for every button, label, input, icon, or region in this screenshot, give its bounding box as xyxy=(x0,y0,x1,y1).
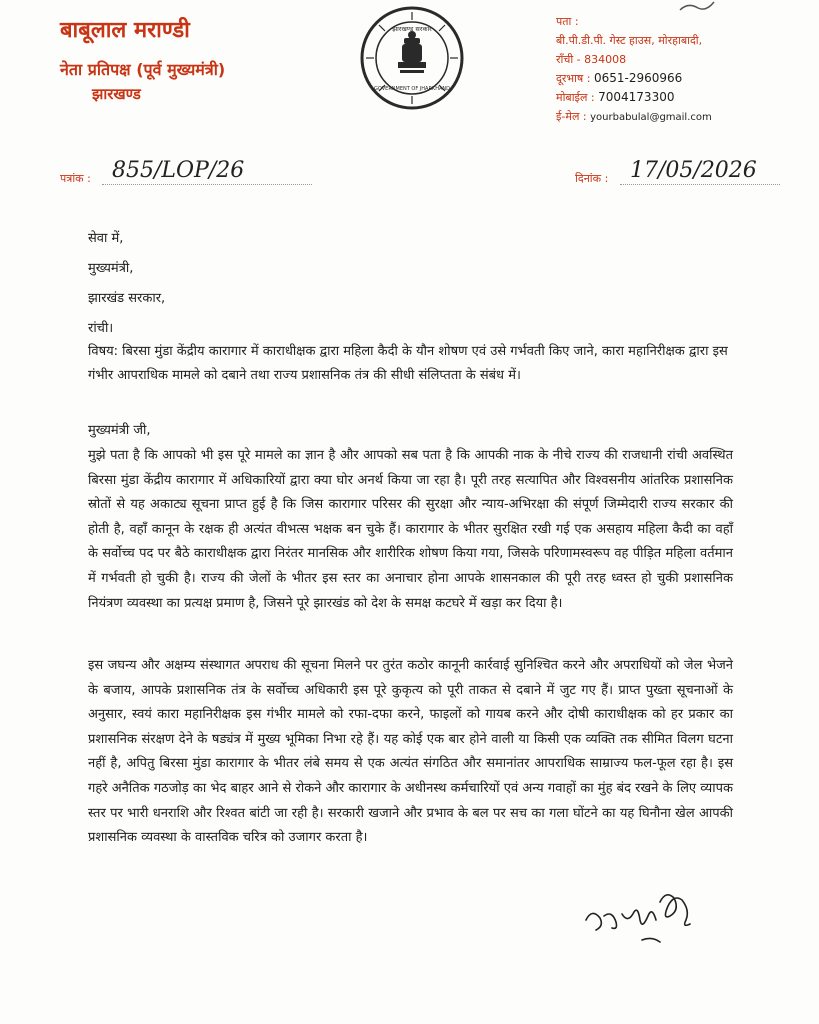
body-paragraph-2: इस जघन्य और अक्षम्य संस्थागत अपराध की सूचना मिलने पर तुरंत कठोर कानूनी कार्रवाई सुनिश्चित करने और अपराधियों को जेल भेजने के बजाय, आपके प्रशासनिक तंत्र के सर्वोच्च अधिकारी इस पूरे कुकृत्य को पूरी ताकत से दबाने में जुट गए हैं। प्राप्त पुख्ता सूचनाओं के अनुसार, स्वयं कारा महानिरीक्षक इस गंभीर मामले को रफा-दफा करने, फाइलों को गायब करने और दोषी काराधीक्षक को हर प्रकार का प्रशासनिक संरक्षण देने के षड्यंत्र में मुख्य भूमिका निभा रहे हैं। यह कोई एक बार होने वाली या किसी एक व्यक्ति तक सीमित विलग घटना नहीं है, अपितु बिरसा मुंडा कारागार के भीतर लंबे समय से एक अत्यंत संगठित और समानांतर आपराधिक साम्राज्य फल-फूल रहा है। इस गहरे अनैतिक गठजोड़ का भेद बाहर आने से रोकने और कारागार के अधीनस्थ कर्मचारियों एवं अन्य गवाहों का मुंह बंद रखने के लिए व्यापक स्तर पर भारी धनराशि और रिश्वत बांटी जा रही है। सरकारी खजाने और प्रभाव के बल पर सच का गला घोंटने का यह घिनौना खेल आपकी प्रशासनिक व्यवस्था के वास्तविक चरित्र को उजागर करता है। xyxy=(88,658,733,846)
emblem-text-top: झारखण्ड सरकार xyxy=(392,25,432,33)
reference-label: पत्रांक : xyxy=(60,172,91,185)
phone-number: 0651-2960966 xyxy=(593,71,683,85)
date-dotted-line xyxy=(620,184,780,185)
recipient-line-1: सेवा में, xyxy=(88,231,124,246)
address-line-2: राँची - 834008 xyxy=(556,53,627,66)
handwritten-mark xyxy=(678,0,718,12)
emblem-text-bottom: GOVERNMENT OF JHARKHAND xyxy=(374,86,450,92)
letterhead-name: बाबूलाल मराण्डी xyxy=(60,18,190,43)
email-address: yourbabulal@gmail.com xyxy=(590,112,712,123)
handwritten-signature xyxy=(582,880,702,950)
reference-dotted-line xyxy=(102,184,312,185)
recipient-line-3: झारखंड सरकार, xyxy=(88,291,166,306)
date-value: 17/05/2026 xyxy=(630,158,757,183)
address-line-1: बी.पी.डी.पी. गेस्ट हाउस, मोरहाबादी, xyxy=(556,34,703,47)
body-paragraph-1: मुझे पता है कि आपको भी इस पूरे मामले का ज्ञान है और आपको सब पता है कि आपकी नाक के नीचे राज्य की राजधानी रांची अवस्थित बिरसा मुंडा केंद्रीय कारागार में अधिकारियों द्वारा क्या घोर अनर्थ किया जा रहा है। पूरी तरह सत्यापित और विश्वसनीय आंतरिक प्रशासनिक स्रोतों से यह अकाट्य सूचना प्राप्त हुई है कि जिस कारागार परिसर की सुरक्षा और न्याय-अभिरक्षा की संपूर्ण जिम्मेदारी राज्य सरकार की होती है, वहाँ कानून के रक्षक ही अत्यंत वीभत्स भक्षक बन चुके हैं। कारागार के भीतर सुरक्षित रखी गई एक असहाय महिला कैदी का वहाँ के सर्वोच्च पद पर बैठे काराधीक्षक द्वारा निरंतर मानसिक और शारीरिक शोषण किया गया, जिसके परिणामस्वरूप वह पीड़ित महिला वर्तमान में गर्भवती हो चुकी है। राज्य की जेलों के भीतर इस स्तर का अनाचार होना आपके शासनकाल की पूरी तरह ध्वस्त हो चुकी प्रशासनिक नियंत्रण व्यवस्था का प्रत्यक्ष प्रमाण है, जिसने पूरे झारखंड को देश के समक्ष कटघरे में खड़ा कर दिया है। xyxy=(88,448,733,611)
reference-number: 855/LOP/26 xyxy=(112,158,245,183)
address-label: पता : xyxy=(556,15,579,28)
salutation: मुख्यमंत्री जी, xyxy=(88,423,151,438)
mobile-number: 7004173300 xyxy=(598,90,675,104)
mobile-label: मोबाईल : xyxy=(556,91,595,104)
letter-subject: विषय: बिरसा मुंडा केंद्रीय कारागार में काराधीक्षक द्वारा महिला कैदी के यौन शोषण एवं उसे गर्भवती किए जाने, कारा महानिरीक्षक द्वारा इस गंभीर आपराधिक मामले को दबाने तथा राज्य प्रशासनिक तंत्र की सीधी संलिप्तता के संबंध में। xyxy=(88,344,728,383)
letterhead-role: नेता प्रतिपक्ष (पूर्व मुख्यमंत्री) xyxy=(60,60,226,79)
recipient-line-2: मुख्यमंत्री, xyxy=(88,261,134,276)
letterhead-address xyxy=(556,12,806,127)
letterhead-state: झारखण्ड xyxy=(92,85,141,103)
date-label: दिनांक : xyxy=(575,172,609,185)
recipient-line-4: रांची। xyxy=(88,321,114,336)
phone-label: दूरभाष : xyxy=(556,72,591,85)
email-label: ई-मेल : xyxy=(556,110,587,123)
government-emblem-seal xyxy=(360,6,464,110)
